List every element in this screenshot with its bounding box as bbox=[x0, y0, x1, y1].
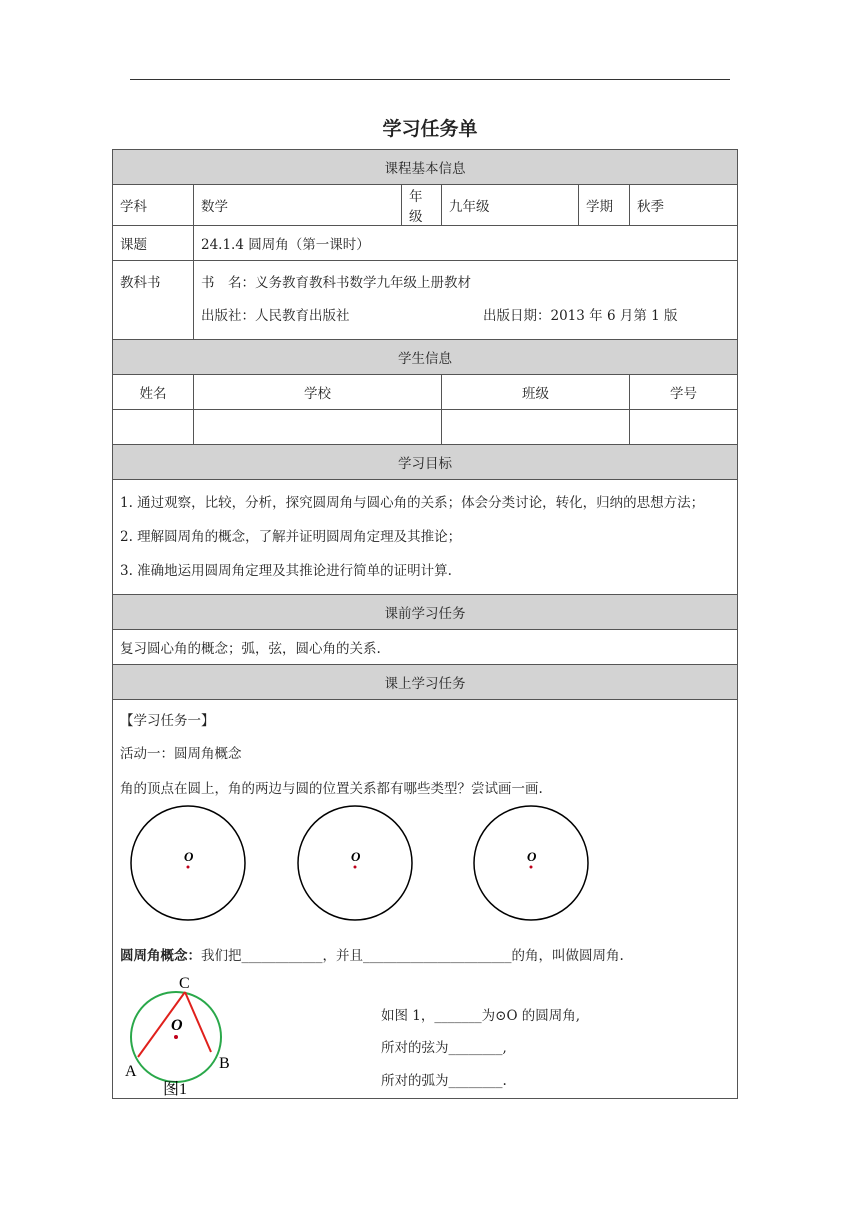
name-field[interactable] bbox=[113, 410, 194, 445]
subject-value: 数学 bbox=[194, 185, 402, 226]
in-class-content bbox=[113, 700, 738, 1099]
center-label: O bbox=[527, 849, 537, 864]
goal-item: 2. 理解圆周角的概念，了解并证明圆周角定理及其推论； bbox=[120, 529, 462, 545]
term-label: 学期 bbox=[579, 185, 630, 226]
grade-value: 九年级 bbox=[442, 185, 579, 226]
topic-value: 24.1.4 圆周角（第一课时） bbox=[194, 226, 738, 261]
document-title: 学习任务单 bbox=[382, 118, 478, 140]
task-title: 【学习任务一】 bbox=[120, 713, 215, 729]
figure-caption: 图1 bbox=[163, 1081, 188, 1098]
concept-text: 我们把____________，并且______________________的角，叫做圆周角. bbox=[201, 948, 624, 964]
textbook-name: 书 名：义务教育教科书数学九年级上册教材 bbox=[201, 275, 471, 291]
figure-1 bbox=[125, 975, 230, 1098]
concept-label: 圆周角概念： bbox=[120, 948, 201, 964]
textbook-label: 教科书 bbox=[113, 261, 194, 340]
school-column-header: 学校 bbox=[194, 375, 442, 410]
goal-item: 1. 通过观察，比较，分析，探究圆周角与圆心角的关系；体会分类讨论，转化，归纳的思想方法； bbox=[120, 495, 705, 511]
figure-line-3: 所对的弧为________. bbox=[381, 1073, 507, 1089]
concept-line bbox=[120, 944, 624, 964]
course-info-header: 课程基本信息 bbox=[113, 150, 738, 185]
topic-label: 课题 bbox=[113, 226, 194, 261]
goals-header: 学习目标 bbox=[113, 445, 738, 480]
center-point bbox=[187, 866, 190, 869]
center-label: O bbox=[184, 849, 194, 864]
name-column-header: 姓名 bbox=[113, 375, 194, 410]
student-id-column-header: 学号 bbox=[630, 375, 738, 410]
figure-center-label: O bbox=[171, 1017, 183, 1034]
pre-class-header: 课前学习任务 bbox=[113, 595, 738, 630]
pre-class-content: 复习圆心角的概念；弧，弦，圆心角的关系. bbox=[113, 630, 738, 665]
grade-label: 年级 bbox=[402, 185, 442, 226]
student-id-field[interactable] bbox=[630, 410, 738, 445]
center-label: O bbox=[351, 849, 361, 864]
publish-date: 出版日期：2013 年 6 月第 1 版 bbox=[483, 308, 678, 324]
activity-question: 角的顶点在圆上，角的两边与圆的位置关系都有哪些类型？尝试画一画. bbox=[120, 781, 543, 797]
blank-circle-3 bbox=[474, 806, 588, 920]
textbook-info bbox=[194, 261, 738, 340]
blank-circle-1 bbox=[131, 806, 245, 920]
in-class-header: 课上学习任务 bbox=[113, 665, 738, 700]
figure-center-point bbox=[174, 1035, 178, 1039]
activity-title: 活动一：圆周角概念 bbox=[120, 746, 242, 762]
figure-line-2: 所对的弦为________, bbox=[381, 1040, 507, 1056]
publisher-row bbox=[201, 300, 730, 333]
student-info-header: 学生信息 bbox=[113, 340, 738, 375]
point-c-label: C bbox=[179, 975, 190, 992]
goals-content bbox=[113, 480, 738, 595]
center-point bbox=[530, 866, 533, 869]
class-field[interactable] bbox=[442, 410, 630, 445]
blank-circle-2 bbox=[298, 806, 412, 920]
publisher: 出版社：人民教育出版社 bbox=[201, 308, 350, 324]
point-a-label: A bbox=[125, 1063, 137, 1080]
school-field[interactable] bbox=[194, 410, 442, 445]
chord-cb bbox=[185, 992, 211, 1052]
class-column-header: 班级 bbox=[442, 375, 630, 410]
point-b-label: B bbox=[219, 1055, 230, 1072]
center-point bbox=[354, 866, 357, 869]
goal-item: 3. 准确地运用圆周角定理及其推论进行简单的证明计算. bbox=[120, 563, 452, 579]
figure-line-1: 如图 1，_______为⊙O 的圆周角, bbox=[381, 1008, 581, 1024]
task-sheet-table bbox=[112, 149, 738, 1099]
top-rule bbox=[130, 79, 730, 80]
term-value: 秋季 bbox=[630, 185, 738, 226]
subject-label: 学科 bbox=[113, 185, 194, 226]
